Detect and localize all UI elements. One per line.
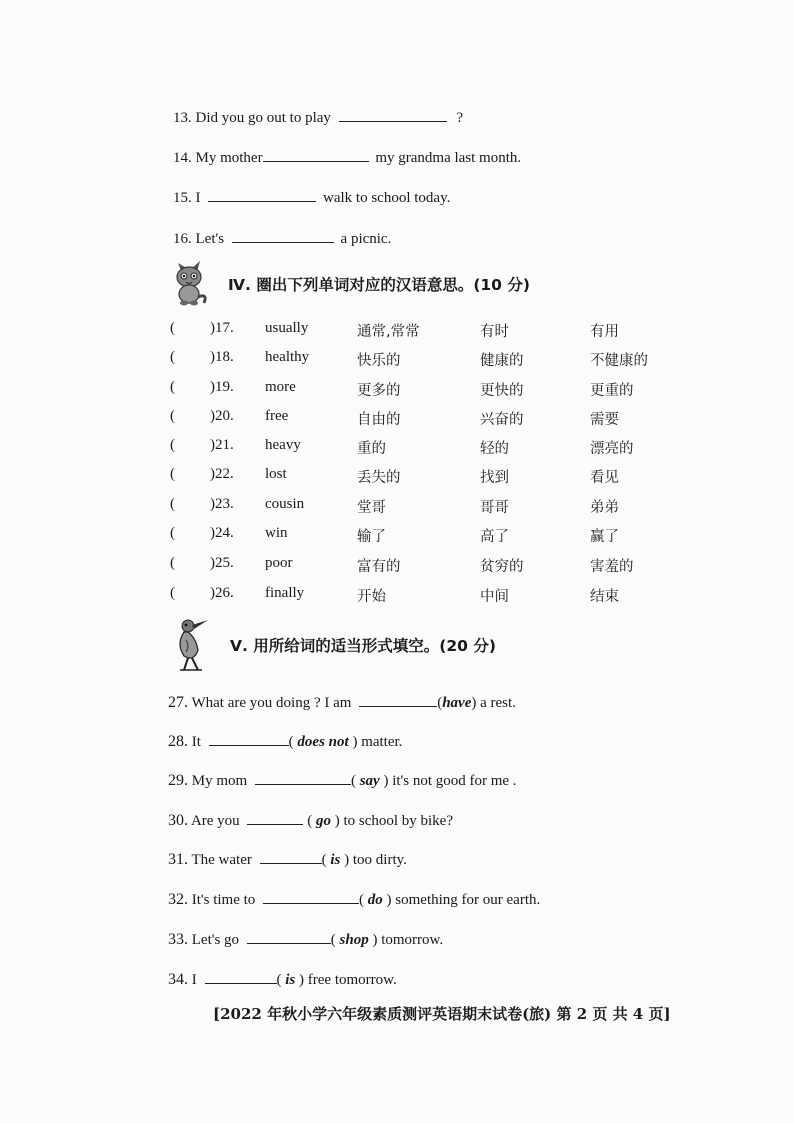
option-a[interactable]: 重的 [357, 441, 386, 457]
question-29: 29. My mom ( say ) it's not good for me . [168, 772, 517, 789]
option-c[interactable]: 结束 [590, 589, 619, 605]
vocab-row-19: ( )19. more 更多的 更快的 更重的 [170, 379, 634, 399]
question-33: 33. Let's go ( shop ) tomorrow. [168, 931, 444, 948]
question-15: 15. I walk to school today. [173, 187, 450, 207]
option-c[interactable]: 有用 [590, 324, 619, 340]
answer-blank[interactable] [232, 228, 334, 243]
option-a[interactable]: 堂哥 [357, 500, 386, 516]
option-b[interactable]: 中间 [480, 589, 509, 605]
option-a[interactable]: 输了 [357, 529, 386, 545]
question-16: 16. Let's a picnic. [173, 228, 391, 248]
option-b[interactable]: 兴奋的 [480, 412, 524, 428]
option-a[interactable]: 通常,常常 [357, 324, 420, 340]
answer-blank[interactable] [260, 849, 322, 864]
option-a[interactable]: 更多的 [357, 383, 401, 399]
vocab-row-24: ( )24. win 输了 高了 赢了 [170, 525, 619, 545]
vocab-row-18: ( )18. healthy 快乐的 健康的 不健康的 [170, 349, 648, 369]
option-c[interactable]: 需要 [590, 412, 619, 428]
section-5-title: Ⅴ. 用所给词的适当形式填空。(20 分) [230, 637, 496, 655]
vocab-row-23: ( )23. cousin 堂哥 哥哥 弟弟 [170, 496, 619, 516]
kitten-icon [170, 257, 210, 307]
question-28: 28. It ( does not ) matter. [168, 733, 403, 750]
option-b[interactable]: 找到 [480, 470, 509, 486]
vocab-row-26: ( )26. finally 开始 中间 结束 [170, 585, 619, 605]
question-13: 13. Did you go out to play ? [173, 107, 463, 127]
question-34: 34. I ( is ) free tomorrow. [168, 971, 397, 988]
option-b[interactable]: 哥哥 [480, 500, 509, 516]
question-30: 30. Are you ( go ) to school by bike? [168, 812, 454, 829]
answer-blank[interactable] [263, 889, 359, 904]
option-a[interactable]: 自由的 [357, 412, 401, 428]
option-c[interactable]: 看见 [590, 470, 619, 486]
section-4-title: Ⅳ. 圈出下列单词对应的汉语意思。(10 分) [228, 276, 530, 294]
option-c[interactable]: 赢了 [590, 529, 619, 545]
option-c[interactable]: 更重的 [590, 383, 634, 399]
option-b[interactable]: 高了 [480, 529, 509, 545]
answer-blank[interactable] [205, 969, 277, 984]
answer-blank[interactable] [247, 929, 331, 944]
question-14: 14. My mother my grandma last month. [173, 147, 521, 167]
vocab-row-22: ( )22. lost 丢失的 找到 看见 [170, 466, 619, 486]
answer-blank[interactable] [263, 147, 369, 162]
option-b[interactable]: 健康的 [480, 353, 524, 369]
question-31: 31. The water ( is ) too dirty. [168, 851, 407, 868]
vocab-row-17: ( )17. usually 通常,常常 有时 有用 [170, 320, 619, 340]
answer-blank[interactable] [209, 731, 289, 746]
answer-blank[interactable] [255, 770, 351, 785]
vocab-row-25: ( )25. poor 富有的 贫穷的 害羞的 [170, 555, 634, 575]
answer-blank[interactable] [247, 810, 303, 825]
option-b[interactable]: 更快的 [480, 383, 524, 399]
answer-blank[interactable] [339, 107, 447, 122]
question-27: 27. What are you doing ? I am (have) a rest. [168, 694, 516, 711]
option-a[interactable]: 丢失的 [357, 470, 401, 486]
vocab-row-20: ( )20. free 自由的 兴奋的 需要 [170, 408, 619, 428]
option-b[interactable]: 有时 [480, 324, 509, 340]
bird-icon [172, 616, 212, 672]
answer-blank[interactable] [208, 187, 316, 202]
page-footer: [2022 年秋小学六年级素质测评英语期末试卷(旅) 第 2 页 共 4 页] [213, 1005, 671, 1023]
option-c[interactable]: 弟弟 [590, 500, 619, 516]
option-b[interactable]: 轻的 [480, 441, 509, 457]
option-a[interactable]: 开始 [357, 589, 386, 605]
vocab-row-21: ( )21. heavy 重的 轻的 漂亮的 [170, 437, 634, 457]
option-a[interactable]: 快乐的 [357, 353, 401, 369]
option-a[interactable]: 富有的 [357, 559, 401, 575]
answer-blank[interactable] [359, 692, 437, 707]
option-c[interactable]: 不健康的 [590, 353, 648, 369]
option-c[interactable]: 害羞的 [590, 559, 634, 575]
option-c[interactable]: 漂亮的 [590, 441, 634, 457]
question-32: 32. It's time to ( do ) something for our earth. [168, 891, 541, 908]
option-b[interactable]: 贫穷的 [480, 559, 524, 575]
